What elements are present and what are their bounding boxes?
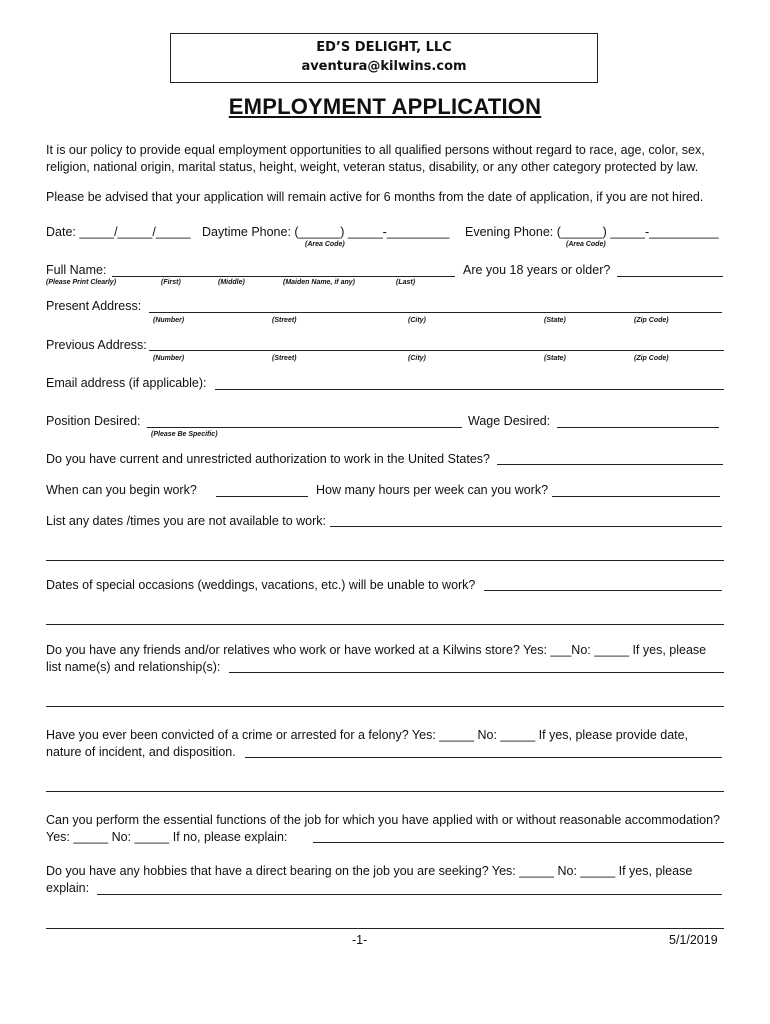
- previous-city-hint: (City): [408, 355, 426, 362]
- maiden-name-hint: (Maiden Name, if any): [283, 279, 355, 286]
- policy-line-2: religion, national origin, marital status, height, weight, veteran status, disability, or any other category protected by law.: [46, 160, 699, 174]
- full-name-label: Full Name:: [46, 263, 107, 277]
- previous-number-hint: (Number): [153, 355, 185, 362]
- essential-question-line-1: Can you perform the essential functions of the job for which you have applied with or without reasonable accommodation?: [46, 813, 720, 827]
- essential-question-line-2: Yes: _____ No: _____ If no, please explain:: [46, 830, 288, 844]
- previous-address-label: Previous Address:: [46, 338, 147, 352]
- hobbies-question-line-2: explain:: [46, 881, 90, 895]
- policy-line-1: It is our policy to provide equal employment opportunities to all qualified persons without regard to race, age, color, sex,: [46, 143, 705, 157]
- page-number: -1-: [352, 933, 368, 947]
- daytime-area-code-hint: (Area Code): [305, 241, 345, 248]
- present-city-hint: (City): [408, 317, 426, 324]
- present-zip-hint: (Zip Code): [634, 317, 669, 324]
- friends-question-line-2: list name(s) and relationship(s):: [46, 660, 221, 674]
- authorization-question: Do you have current and unrestricted authorization to work in the United States?: [46, 452, 491, 466]
- begin-work-question: When can you begin work?: [46, 483, 197, 497]
- present-number-hint: (Number): [153, 317, 185, 324]
- hobbies-input[interactable]: [97, 894, 722, 895]
- special-occasions-input[interactable]: [484, 590, 722, 591]
- evening-phone-field[interactable]: Evening Phone: (______) _____-__________: [465, 225, 719, 239]
- present-street-hint: (Street): [272, 317, 297, 324]
- evening-area-code-hint: (Area Code): [566, 241, 606, 248]
- position-input[interactable]: [147, 427, 462, 428]
- revision-date: 5/1/2019: [669, 933, 718, 947]
- email-input[interactable]: [215, 389, 724, 390]
- crime-input[interactable]: [245, 757, 722, 758]
- previous-street-hint: (Street): [272, 355, 297, 362]
- company-name: ED’S DELIGHT, LLC: [316, 40, 452, 55]
- middle-name-hint: (Middle): [218, 279, 245, 286]
- present-state-hint: (State): [544, 317, 566, 324]
- friends-question-line-1: Do you have any friends and/or relatives who work or have worked at a Kilwins store? Yes: ___No: _____ If yes, please: [46, 643, 707, 657]
- position-label: Position Desired:: [46, 414, 141, 428]
- present-address-label: Present Address:: [46, 299, 142, 313]
- unavailable-question: List any dates /times you are not available to work:: [46, 514, 327, 528]
- present-address-input[interactable]: [149, 312, 722, 313]
- essential-input[interactable]: [313, 842, 724, 843]
- last-name-hint: (Last): [396, 279, 416, 286]
- friends-input-extra[interactable]: [46, 706, 724, 707]
- footer-divider: [46, 928, 724, 929]
- age-question-label: Are you 18 years or older?: [463, 263, 611, 277]
- crime-question-line-2: nature of incident, and disposition.: [46, 745, 236, 759]
- print-clearly-hint: (Please Print Clearly): [46, 279, 117, 286]
- previous-state-hint: (State): [544, 355, 566, 362]
- date-field[interactable]: Date: _____/_____/_____: [46, 225, 191, 239]
- wage-label: Wage Desired:: [468, 414, 551, 428]
- hours-question: How many hours per week can you work?: [316, 483, 549, 497]
- previous-zip-hint: (Zip Code): [634, 355, 669, 362]
- crime-question-line-1: Have you ever been convicted of a crime or arrested for a felony? Yes: _____ No: _____ If yes, please provide date,: [46, 728, 689, 742]
- special-occasions-input-extra[interactable]: [46, 624, 724, 625]
- position-specific-hint: (Please Be Specific): [151, 431, 218, 438]
- email-label: Email address (if applicable):: [46, 376, 207, 390]
- crime-input-extra[interactable]: [46, 791, 724, 792]
- unavailable-input[interactable]: [330, 526, 722, 527]
- page-title: EMPLOYMENT APPLICATION: [228, 94, 542, 119]
- wage-input[interactable]: [557, 427, 719, 428]
- full-name-input[interactable]: [112, 276, 455, 277]
- daytime-phone-field[interactable]: Daytime Phone: (______) _____-_________: [202, 225, 450, 239]
- special-occasions-question: Dates of special occasions (weddings, vacations, etc.) will be unable to work?: [46, 578, 476, 592]
- first-name-hint: (First): [161, 279, 181, 286]
- active-notice: Please be advised that your application will remain active for 6 months from the date of application, if you are not hired.: [46, 190, 704, 204]
- authorization-input[interactable]: [497, 464, 723, 465]
- unavailable-input-extra[interactable]: [46, 560, 724, 561]
- hours-input[interactable]: [552, 496, 720, 497]
- hobbies-question-line-1: Do you have any hobbies that have a direct bearing on the job you are seeking? Yes: _____ No: _____ If yes, please: [46, 864, 693, 878]
- company-email: aventura@kilwins.com: [301, 59, 467, 74]
- begin-work-input[interactable]: [216, 496, 308, 497]
- previous-address-input[interactable]: [149, 350, 724, 351]
- age-answer-input[interactable]: [617, 276, 723, 277]
- friends-input[interactable]: [229, 672, 724, 673]
